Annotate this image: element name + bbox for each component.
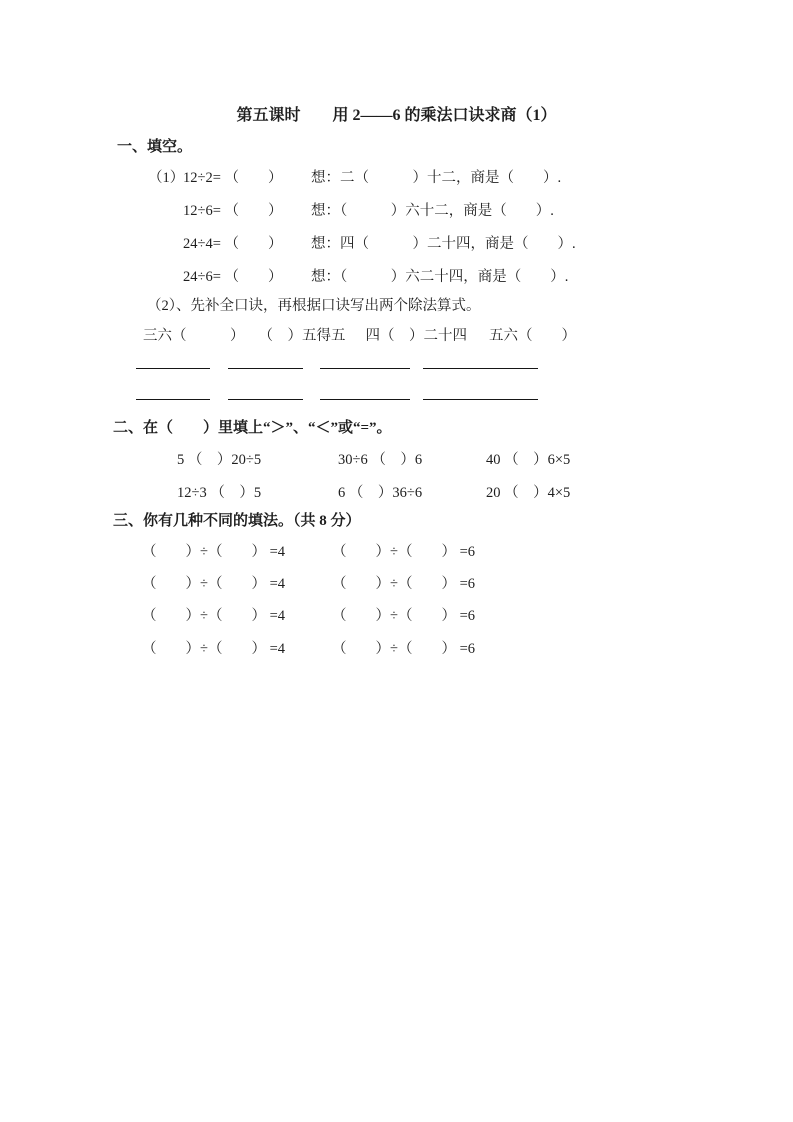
row-prefix: （1） [148, 170, 185, 186]
answer-line [136, 399, 210, 400]
fill-row [148, 166, 561, 187]
blank-division-equals-4: （ ）÷（ ） =4 [142, 641, 286, 657]
blank-division-equals-4: （ ）÷（ ） =4 [142, 608, 286, 624]
compare-item: 30÷6 （ ）6 [338, 452, 423, 468]
blank-division-row [142, 540, 475, 561]
compare-item: 6 （ ）36÷6 [338, 485, 423, 501]
think-hint: 想：二（ ）十二，商是（ ）. [311, 170, 562, 186]
section-2-heading: 二、在（ ）里填上“＞”、“＜”或“=”。 [113, 420, 392, 436]
jingle-item: （ ）五得五 [258, 328, 346, 344]
blank-division-equals-6: （ ）÷（ ） =6 [332, 576, 476, 592]
compare-item: 5 （ ）20÷5 [177, 452, 262, 468]
answer-line [423, 399, 538, 400]
part-2-heading: （2）、先补全口诀，再根据口诀写出两个除法算式。 [147, 298, 481, 314]
blank-division-row [142, 572, 475, 593]
jingle-item: 三六（ ） [143, 328, 245, 344]
jingle-item: 四（ ）二十四 [365, 328, 467, 344]
jingle-item: 五六（ ） [489, 328, 576, 344]
think-hint: 想：（ ）六十二，商是（ ）. [311, 203, 554, 219]
blank-division-row [142, 637, 475, 658]
fill-row [148, 265, 568, 286]
compare-item: 12÷3 （ ）5 [177, 485, 262, 501]
division-equation: 24÷4= （ ） [183, 236, 283, 252]
compare-row [177, 448, 570, 469]
page-title: 第五课时 用 2——6 的乘法口诀求商（1） [236, 107, 557, 124]
compare-item: 20 （ ）4×5 [486, 485, 571, 501]
compare-row [177, 481, 570, 502]
row-prefix [148, 265, 183, 286]
think-hint: 想：（ ）六二十四，商是（ ）. [311, 269, 569, 285]
think-hint: 想：四（ ）二十四，商是（ ）. [311, 236, 576, 252]
answer-line [228, 399, 303, 400]
blank-division-equals-6: （ ）÷（ ） =6 [332, 544, 476, 560]
answer-line [423, 368, 538, 369]
section-1-heading: 一、填空。 [117, 139, 193, 155]
answer-line [320, 368, 410, 369]
row-prefix [148, 232, 183, 253]
answer-line [136, 368, 210, 369]
answer-line [228, 368, 303, 369]
division-equation: 12÷2= （ ） [183, 170, 283, 186]
blank-division-equals-6: （ ）÷（ ） =6 [332, 608, 476, 624]
answer-line [320, 399, 410, 400]
fill-row [148, 232, 576, 253]
blank-division-equals-4: （ ）÷（ ） =4 [142, 576, 286, 592]
division-equation: 12÷6= （ ） [183, 203, 283, 219]
section-3-heading: 三、你有几种不同的填法。（共 8 分） [113, 513, 361, 529]
blank-division-equals-6: （ ）÷（ ） =6 [332, 641, 476, 657]
row-prefix [148, 199, 183, 220]
blank-division-row [142, 604, 475, 625]
compare-item: 40 （ ）6×5 [486, 452, 571, 468]
fill-row [148, 199, 554, 220]
blank-division-equals-4: （ ）÷（ ） =4 [142, 544, 286, 560]
multiplication-jingle-row [143, 324, 576, 345]
division-equation: 24÷6= （ ） [183, 269, 283, 285]
